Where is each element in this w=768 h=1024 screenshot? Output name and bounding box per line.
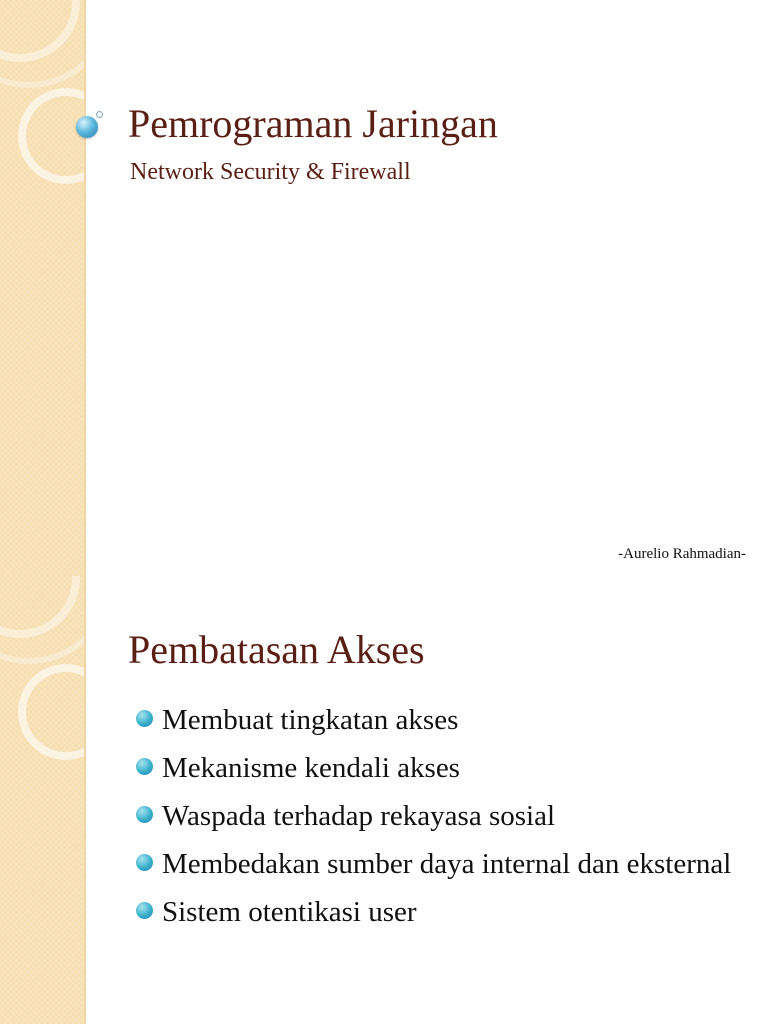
decorative-sidebar (0, 576, 84, 1024)
list-item (136, 844, 746, 884)
decorative-ring (18, 88, 114, 184)
list-item-text: Membuat tingkatan akses (162, 704, 459, 736)
bullet-dot-icon (136, 806, 153, 823)
list-item-text: Mekanisme kendali akses (162, 752, 460, 784)
decorative-sidebar (0, 0, 84, 576)
decorative-ring (18, 664, 114, 760)
list-item (136, 796, 746, 836)
sidebar-edge (84, 576, 86, 1024)
list-item-text: Waspada terhadap rekayasa sosial (162, 800, 556, 832)
bullet-dot-icon (136, 758, 153, 775)
list-item (136, 748, 746, 788)
slide-heading: Pembatasan Akses (128, 627, 425, 672)
author-name: -Aurelio Rahmadian- (618, 546, 746, 562)
slide-subtitle: Network Security & Firewall (130, 159, 411, 185)
small-orb-icon (96, 111, 103, 118)
list-item-text: Membedakan sumber daya internal dan eksternal (162, 848, 732, 880)
sidebar-edge (84, 0, 86, 576)
bullet-list (136, 700, 746, 940)
list-item-text: Sistem otentikasi user (162, 896, 417, 928)
list-item (136, 892, 746, 932)
bullet-dot-icon (136, 854, 153, 871)
list-item (136, 700, 746, 740)
slide-title-text: Pemrograman Jaringan (128, 101, 498, 146)
bullet-dot-icon (136, 902, 153, 919)
slide-content (0, 576, 768, 1024)
orb-bullet-icon (76, 116, 98, 138)
bullet-dot-icon (136, 710, 153, 727)
